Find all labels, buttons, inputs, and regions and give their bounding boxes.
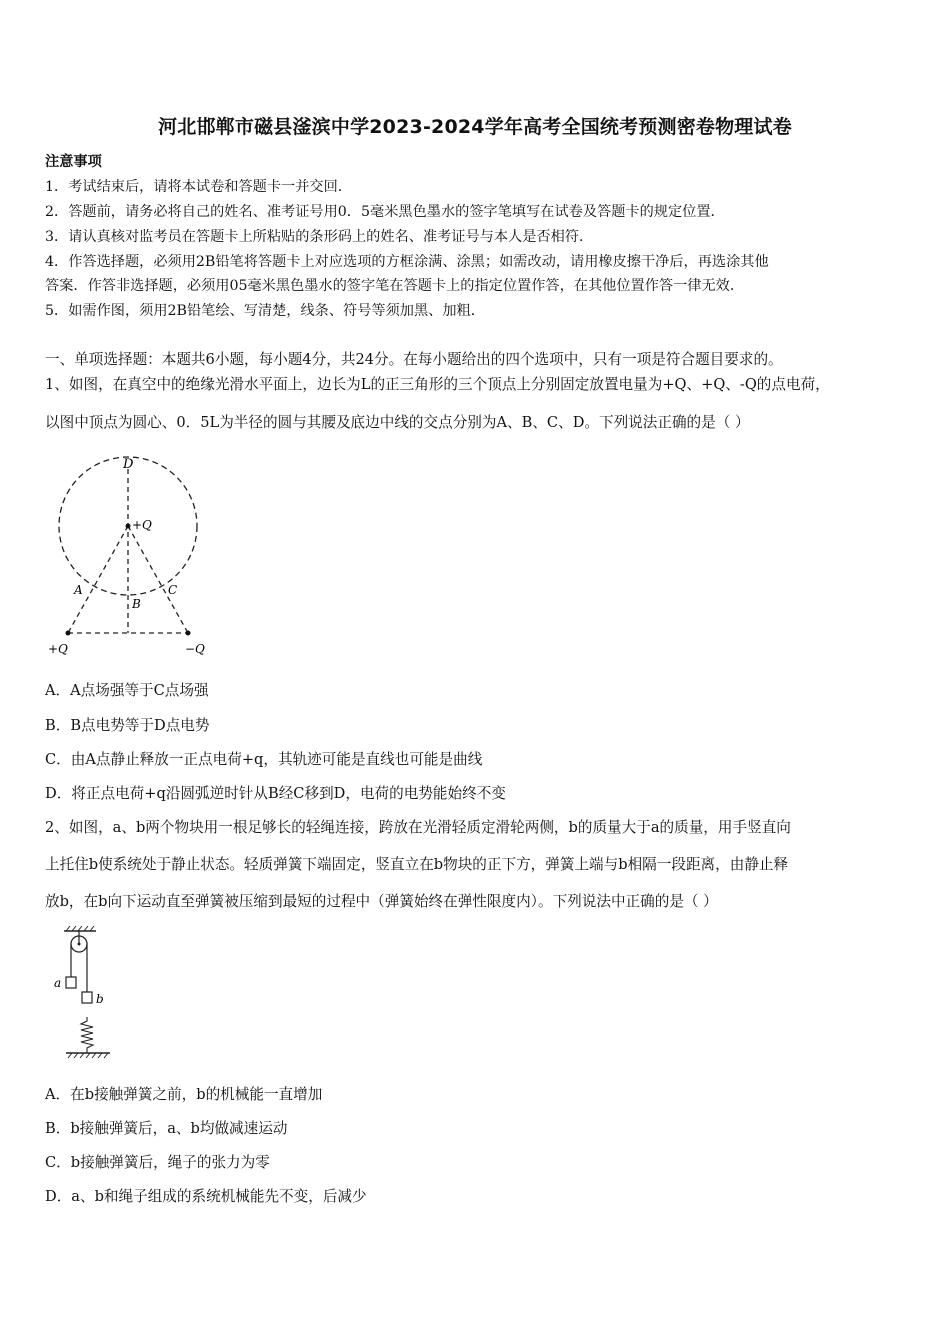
q1-triangle-right <box>128 526 188 633</box>
q2-stem-line2: 上托住b使系统处于静止状态。轻质弹簧下端固定，竖直立在b物块的正下方，弹簧上端与b相隔一段距离，由静止释 <box>45 856 789 873</box>
q2-option-d[interactable]: D．a、b和绳子组成的系统机械能先不变，后减少 <box>45 1188 367 1205</box>
q1-option-d[interactable]: D．将正点电荷+q沿圆弧逆时针从B经C移到D，电荷的电势能始终不变 <box>45 785 506 802</box>
q2-block-b <box>82 992 92 1003</box>
q1-stem-line2: 以图中顶点为圆心、0．5L为半径的圆与其腰及底边中线的交点分别为A、B、C、D。下列说法正确的是（ ） <box>45 414 750 431</box>
q2-block-a <box>66 977 76 988</box>
q1-label-q-left: +Q <box>48 642 68 656</box>
q1-label-q-right: −Q <box>185 642 205 656</box>
notice-item-4-cont: 答案．作答非选择题，必须用05毫米黑色墨水的签字笔在答题卡上的指定位置作答，在其他位置作答一律无效． <box>45 278 745 294</box>
q1-label-b: B <box>132 597 141 611</box>
q2-option-c[interactable]: C．b接触弹簧后，绳子的张力为零 <box>45 1154 270 1171</box>
q1-figure <box>44 455 224 660</box>
q1-label-q-top: +Q <box>132 518 152 532</box>
q2-stem-line3: 放b，在b向下运动直至弹簧被压缩到最短的过程中（弹簧始终在弹性限度内）。下列说法中正确的是（ ） <box>45 893 718 910</box>
q1-label-c: C <box>168 583 178 597</box>
q2-figure <box>48 925 118 1065</box>
q2-option-b[interactable]: B．b接触弹簧后，a、b均做减速运动 <box>45 1120 288 1137</box>
notice-item-5: 5．如需作图，须用2B铅笔绘、写清楚，线条、符号等须加黑、加粗． <box>45 303 485 319</box>
q2-option-a[interactable]: A．在b接触弹簧之前，b的机械能一直增加 <box>45 1086 323 1103</box>
q2-pulley-axle <box>78 943 81 946</box>
q1-stem-line1: 1、如图，在真空中的绝缘光滑水平面上，边长为L的正三角形的三个顶点上分别固定放置电量为+Q、+Q、-Q的点电荷， <box>45 376 830 393</box>
q1-option-a[interactable]: A．A点场强等于C点场强 <box>45 682 209 699</box>
q1-option-b[interactable]: B．B点电势等于D点电势 <box>45 717 210 734</box>
q1-option-c[interactable]: C．由A点静止释放一正点电荷+q，其轨迹可能是直线也可能是曲线 <box>45 751 483 768</box>
notice-item-1: 1．考试结束后，请将本试卷和答题卡一并交回． <box>45 179 352 195</box>
q2-spring <box>81 1017 93 1053</box>
q2-ceiling-hatch <box>66 926 94 931</box>
q2-floor-hatch <box>68 1053 108 1058</box>
q1-charge-top <box>126 524 131 529</box>
notice-heading: 注意事项 <box>45 154 102 170</box>
notice-item-2: 2．答题前，请务必将自己的姓名、准考证号用0．5毫米黑色墨水的签字笔填写在试卷及答题卡的规定位置． <box>45 204 725 220</box>
q1-charge-left <box>66 631 71 636</box>
q1-label-a: A <box>74 583 83 597</box>
notice-item-4: 4．作答选择题，必须用2B铅笔将答题卡上对应选项的方框涂满、涂黑；如需改动，请用橡皮擦干净后，再选涂其他 <box>45 254 769 270</box>
notice-item-3: 3．请认真核对监考员在答题卡上所粘贴的条形码上的姓名、准考证号与本人是否相符． <box>45 229 594 245</box>
q1-triangle-left <box>68 526 128 633</box>
section-heading: 一、单项选择题：本题共6小题，每小题4分，共24分。在每小题给出的四个选项中，只有一项是符合题目要求的。 <box>45 351 783 368</box>
q1-label-d: D <box>123 457 134 472</box>
q2-label-a: a <box>54 976 62 990</box>
q1-charge-right <box>186 631 191 636</box>
page-title: 河北邯郸市磁县滏滨中学2023-2024学年高考全国统考预测密卷物理试卷 <box>158 116 792 138</box>
q2-stem-line1: 2、如图，a、b两个物块用一根足够长的轻绳连接，跨放在光滑轻质定滑轮两侧，b的质量大于a的质量，用手竖直向 <box>45 819 791 836</box>
q2-label-b: b <box>96 992 104 1006</box>
